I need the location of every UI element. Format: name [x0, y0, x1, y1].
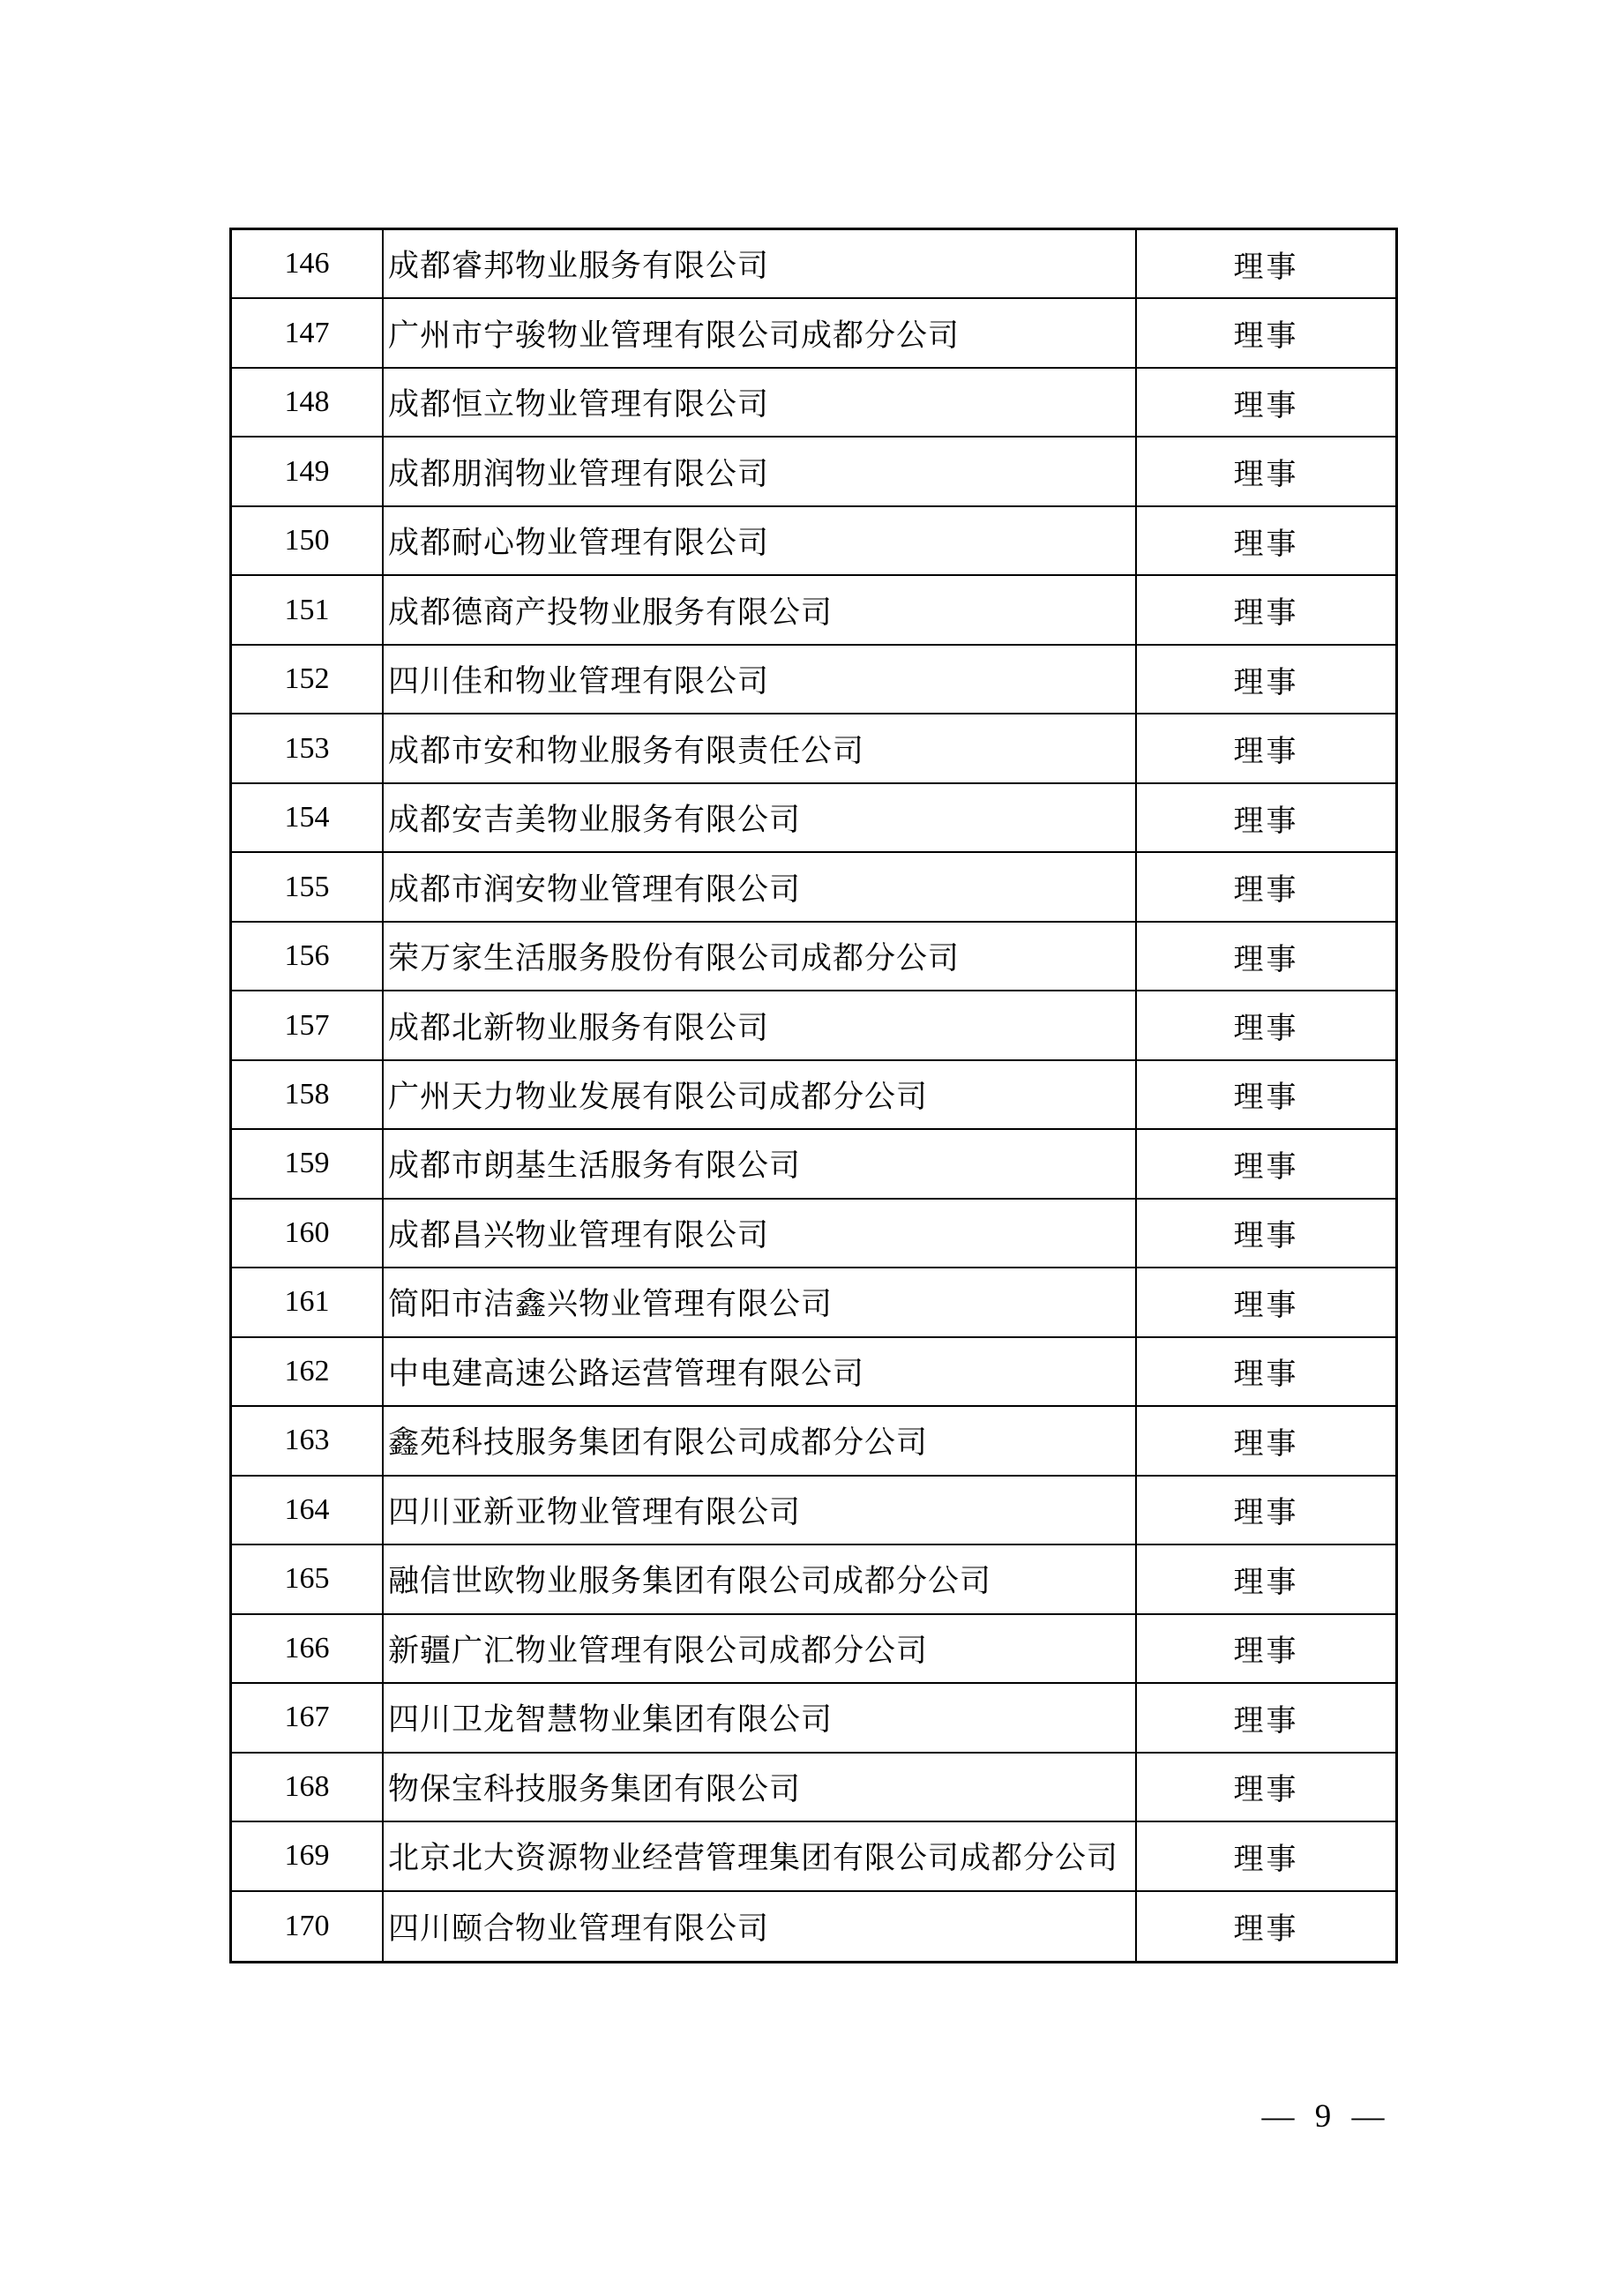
company-name: 成都睿邦物业服务有限公司	[388, 249, 770, 284]
table-row	[232, 853, 1395, 922]
company-name: 物保宝科技服务集团有限公司	[388, 1771, 802, 1806]
row-number-cell	[232, 1615, 384, 1682]
table-row	[232, 1407, 1395, 1476]
row-number: 149	[284, 454, 330, 488]
row-number-cell	[232, 853, 384, 920]
role-cell	[1137, 1545, 1395, 1612]
row-number: 170	[284, 1909, 330, 1942]
role-cell	[1137, 1754, 1395, 1821]
company-name: 鑫苑科技服务集团有限公司成都分公司	[388, 1425, 929, 1461]
role: 理事	[1233, 804, 1299, 838]
company-name-cell	[384, 438, 1137, 505]
table-row	[232, 714, 1395, 783]
row-number-cell	[232, 438, 384, 505]
company-name: 成都朋润物业管理有限公司	[388, 456, 770, 491]
role-cell	[1137, 507, 1395, 574]
row-number-cell	[232, 1822, 384, 1889]
company-name-cell	[384, 853, 1137, 920]
company-name-cell	[384, 1477, 1137, 1544]
company-name: 新疆广汇物业管理有限公司成都分公司	[388, 1633, 929, 1668]
row-number: 168	[284, 1769, 330, 1803]
role-cell	[1137, 1684, 1395, 1751]
table-row	[232, 507, 1395, 576]
role-cell	[1137, 1200, 1395, 1267]
role: 理事	[1233, 1497, 1299, 1530]
row-number-cell	[232, 1545, 384, 1612]
row-number: 148	[284, 385, 330, 419]
role-cell	[1137, 369, 1395, 436]
role-cell	[1137, 853, 1395, 920]
role-cell	[1137, 714, 1395, 782]
role-cell	[1137, 576, 1395, 643]
row-number-cell	[232, 646, 384, 713]
row-number-cell	[232, 923, 384, 990]
company-name-cell	[384, 1754, 1137, 1821]
role: 理事	[1233, 597, 1299, 631]
role: 理事	[1233, 1081, 1299, 1115]
table-row	[232, 923, 1395, 991]
row-number: 161	[284, 1285, 330, 1319]
table-row	[232, 1822, 1395, 1891]
role: 理事	[1233, 1427, 1299, 1461]
table-row	[232, 1477, 1395, 1545]
row-number-cell	[232, 1338, 384, 1405]
row-number: 165	[284, 1562, 330, 1596]
table-row	[232, 1200, 1395, 1268]
row-number-cell	[232, 369, 384, 436]
row-number-cell	[232, 1130, 384, 1197]
company-name: 中电建高速公路运营管理有限公司	[388, 1356, 865, 1391]
row-number-cell	[232, 1892, 384, 1961]
role: 理事	[1233, 874, 1299, 908]
company-name: 成都市安和物业服务有限责任公司	[388, 733, 865, 768]
role: 理事	[1233, 1635, 1299, 1669]
role-cell	[1137, 299, 1395, 366]
row-number: 160	[284, 1215, 330, 1249]
row-number: 163	[284, 1424, 330, 1457]
role: 理事	[1233, 389, 1299, 423]
company-name-cell	[384, 507, 1137, 574]
company-name-cell	[384, 1338, 1137, 1405]
company-name: 成都耐心物业管理有限公司	[388, 526, 770, 561]
role: 理事	[1233, 666, 1299, 699]
company-name: 广州天力物业发展有限公司成都分公司	[388, 1079, 929, 1114]
table-row	[232, 369, 1395, 438]
role: 理事	[1233, 1913, 1299, 1947]
company-name-cell	[384, 1615, 1137, 1682]
company-name-cell	[384, 230, 1137, 297]
row-number-cell	[232, 1684, 384, 1751]
row-number: 153	[284, 731, 330, 765]
member-table	[229, 228, 1398, 1963]
company-name: 成都北新物业服务有限公司	[388, 1010, 770, 1045]
row-number: 159	[284, 1147, 330, 1180]
row-number: 166	[284, 1631, 330, 1664]
role-cell	[1137, 646, 1395, 713]
role: 理事	[1233, 943, 1299, 976]
company-name-cell	[384, 923, 1137, 990]
role-cell	[1137, 1407, 1395, 1474]
table-row	[232, 646, 1395, 714]
role-cell	[1137, 1822, 1395, 1889]
row-number-cell	[232, 507, 384, 574]
company-name-cell	[384, 646, 1137, 713]
table-row	[232, 1061, 1395, 1130]
company-name-cell	[384, 369, 1137, 436]
role-cell	[1137, 1268, 1395, 1335]
company-name: 广州市宁骏物业管理有限公司成都分公司	[388, 318, 960, 353]
role-cell	[1137, 438, 1395, 505]
role-cell	[1137, 784, 1395, 851]
company-name: 成都市润安物业管理有限公司	[388, 871, 802, 907]
company-name-cell	[384, 1130, 1137, 1197]
row-number: 151	[284, 593, 330, 626]
company-name-cell	[384, 1822, 1137, 1889]
table-row	[232, 991, 1395, 1060]
role-cell	[1137, 1615, 1395, 1682]
row-number-cell	[232, 714, 384, 782]
table-row	[232, 576, 1395, 645]
company-name-cell	[384, 991, 1137, 1058]
role-cell	[1137, 1477, 1395, 1544]
role: 理事	[1233, 527, 1299, 561]
row-number: 147	[284, 316, 330, 349]
row-number: 152	[284, 662, 330, 696]
table-row	[232, 1545, 1395, 1614]
company-name: 四川佳和物业管理有限公司	[388, 664, 770, 699]
row-number: 167	[284, 1701, 330, 1734]
row-number-cell	[232, 784, 384, 851]
company-name-cell	[384, 1407, 1137, 1474]
company-name: 北京北大资源物业经营管理集团有限公司成都分公司	[388, 1841, 1119, 1876]
role: 理事	[1233, 1358, 1299, 1392]
row-number-cell	[232, 1268, 384, 1335]
company-name: 四川亚新亚物业管理有限公司	[388, 1494, 802, 1529]
company-name: 四川颐合物业管理有限公司	[388, 1911, 770, 1946]
row-number: 155	[284, 870, 330, 903]
company-name-cell	[384, 576, 1137, 643]
company-name: 荣万家生活服务股份有限公司成都分公司	[388, 941, 960, 976]
row-number: 169	[284, 1839, 330, 1873]
table-row	[232, 1684, 1395, 1753]
table-row	[232, 1338, 1395, 1407]
company-name: 成都德商产投物业服务有限公司	[388, 595, 833, 630]
role: 理事	[1233, 1220, 1299, 1253]
role: 理事	[1233, 459, 1299, 492]
role-cell	[1137, 1338, 1395, 1405]
role: 理事	[1233, 1013, 1299, 1045]
row-number-cell	[232, 230, 384, 297]
company-name-cell	[384, 1200, 1137, 1267]
role-cell	[1137, 1130, 1395, 1197]
table-row	[232, 1615, 1395, 1684]
company-name-cell	[384, 1061, 1137, 1128]
role-cell	[1137, 1892, 1395, 1961]
row-number-cell	[232, 1061, 384, 1128]
role: 理事	[1233, 1289, 1299, 1322]
role: 理事	[1233, 251, 1299, 284]
company-name: 四川卫龙智慧物业集团有限公司	[388, 1702, 833, 1738]
role: 理事	[1233, 1150, 1299, 1184]
company-name-cell	[384, 1268, 1137, 1335]
table-row	[232, 230, 1395, 299]
row-number: 157	[284, 1008, 330, 1042]
company-name: 成都安吉美物业服务有限公司	[388, 803, 802, 838]
role: 理事	[1233, 320, 1299, 354]
row-number-cell	[232, 991, 384, 1058]
row-number-cell	[232, 1200, 384, 1267]
row-number: 150	[284, 524, 330, 557]
role: 理事	[1233, 1704, 1299, 1738]
role: 理事	[1233, 1843, 1299, 1876]
company-name-cell	[384, 299, 1137, 366]
row-number-cell	[232, 1477, 384, 1544]
row-number: 158	[284, 1077, 330, 1111]
role: 理事	[1233, 1774, 1299, 1807]
company-name-cell	[384, 1892, 1137, 1961]
company-name: 成都市朗基生活服务有限公司	[388, 1148, 802, 1184]
role: 理事	[1233, 1566, 1299, 1599]
role-cell	[1137, 1061, 1395, 1128]
row-number: 164	[284, 1492, 330, 1526]
company-name-cell	[384, 784, 1137, 851]
table-row	[232, 784, 1395, 853]
row-number-cell	[232, 576, 384, 643]
row-number: 146	[284, 247, 330, 280]
company-name: 简阳市洁鑫兴物业管理有限公司	[388, 1287, 833, 1322]
page-number: — 9 —	[1261, 2098, 1385, 2135]
row-number: 154	[284, 801, 330, 834]
company-name-cell	[384, 1545, 1137, 1612]
role: 理事	[1233, 736, 1299, 769]
table-row	[232, 1130, 1395, 1199]
row-number-cell	[232, 1407, 384, 1474]
company-name: 融信世欧物业服务集团有限公司成都分公司	[388, 1564, 992, 1599]
role-cell	[1137, 923, 1395, 990]
table-row	[232, 1892, 1395, 1961]
role-cell	[1137, 991, 1395, 1058]
table-row	[232, 1268, 1395, 1337]
table-row	[232, 1754, 1395, 1822]
role-cell	[1137, 230, 1395, 297]
company-name: 成都昌兴物业管理有限公司	[388, 1217, 770, 1253]
row-number-cell	[232, 299, 384, 366]
company-name-cell	[384, 714, 1137, 782]
row-number: 162	[284, 1354, 330, 1387]
table-row	[232, 438, 1395, 506]
row-number-cell	[232, 1754, 384, 1821]
company-name: 成都恒立物业管理有限公司	[388, 387, 770, 423]
company-name-cell	[384, 1684, 1137, 1751]
row-number: 156	[284, 939, 330, 973]
table-row	[232, 299, 1395, 368]
